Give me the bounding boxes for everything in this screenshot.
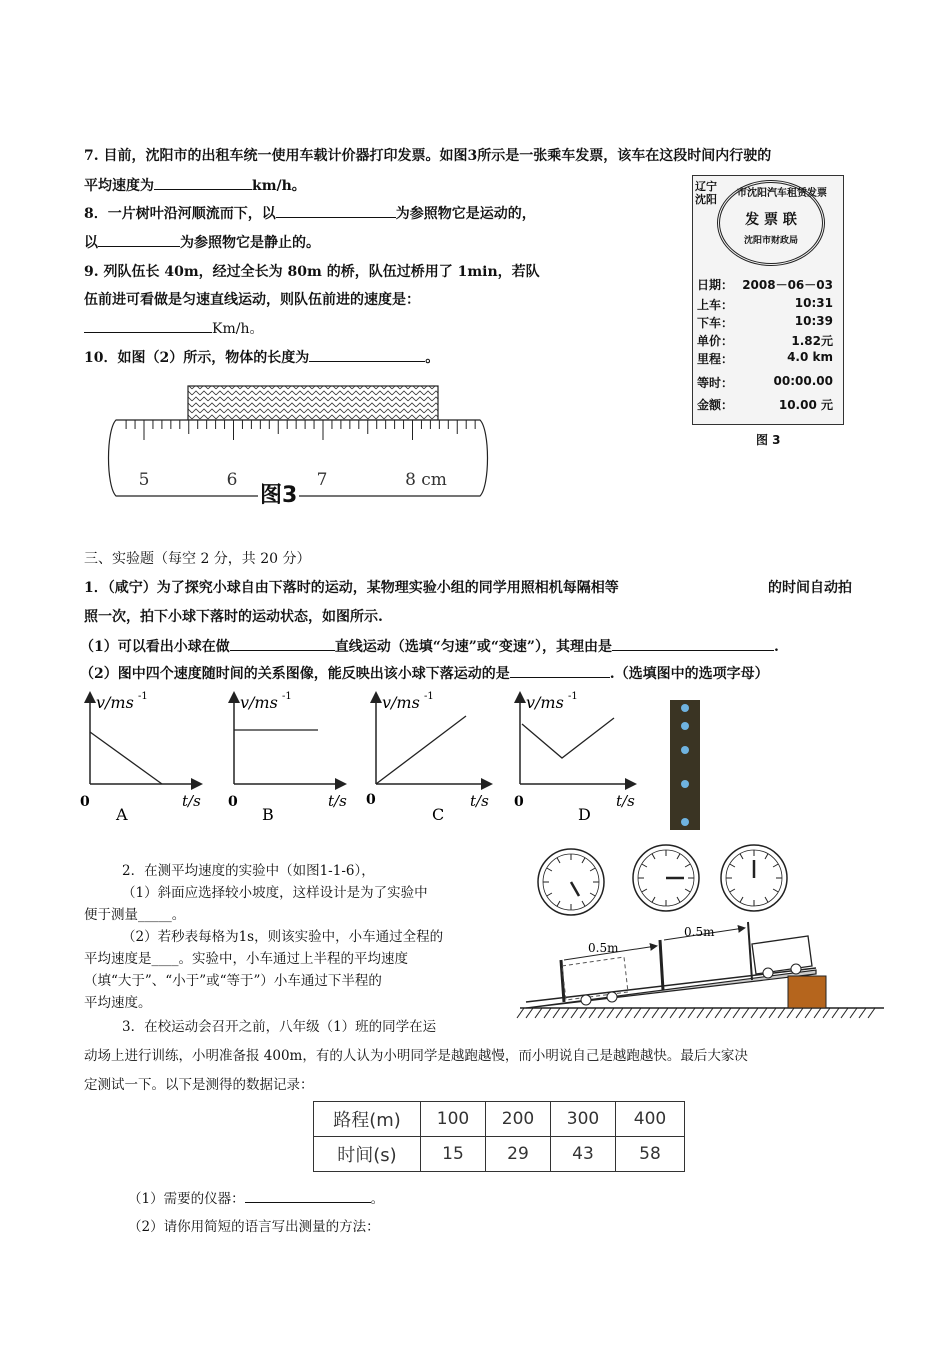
- q7-line2: [84, 175, 306, 196]
- graph-d-sup: -1: [568, 691, 578, 702]
- graph-a: [80, 691, 201, 824]
- end-marker: [748, 922, 752, 980]
- ticket-header-c: 市沈阳汽车租赁发票: [737, 188, 827, 199]
- cart-end: [752, 936, 812, 974]
- exp3-l1: 3．在校运动会召开之前，八年级（1）班的同学在运: [122, 1019, 437, 1035]
- ticket-row: [697, 332, 839, 349]
- ticket-header-b: 沈阳: [695, 193, 717, 206]
- graph-d-letter: D: [578, 805, 591, 824]
- exp1-q1-mid: 直线运动（选填“匀速”或“变速”），其理由是: [334, 639, 612, 655]
- graph-d: [514, 691, 635, 824]
- exp3-l3: 定测试一下。以下是测得的数据记录：: [84, 1077, 314, 1093]
- ruler-label-8: 8 cm: [405, 470, 447, 490]
- ticket-row-value: 10:31: [794, 296, 833, 310]
- ruler-caption: 图3: [258, 478, 299, 509]
- measured-object: [188, 386, 438, 420]
- exp1-q2-blank[interactable]: [510, 663, 610, 678]
- q8-line1: [84, 203, 536, 224]
- middle-marker: [660, 940, 663, 990]
- table-cell: 58: [616, 1137, 685, 1172]
- ticket-row: [697, 350, 839, 367]
- q8-blank-2[interactable]: [98, 232, 180, 247]
- incline-label-right: 0.5m: [684, 925, 715, 939]
- q9-unit: Km/h。: [212, 321, 264, 337]
- q9-line3: [84, 318, 263, 339]
- q8-blank-1[interactable]: [276, 203, 396, 218]
- ticket-row-label: 日期：: [697, 278, 734, 292]
- graph-b-ylabel: v/ms: [240, 693, 278, 712]
- graph-b: [228, 691, 347, 824]
- ruler-label-5: 5: [138, 470, 150, 490]
- vt-graphs: [70, 686, 650, 830]
- ball-position-1: [681, 704, 689, 712]
- q7-blank[interactable]: [154, 175, 252, 190]
- ticket-row-label: 下车：: [697, 316, 734, 330]
- data-table: [313, 1101, 685, 1172]
- graph-b-letter: B: [262, 805, 274, 824]
- ticket-stamp: [717, 180, 825, 266]
- exp2-block: [84, 860, 504, 1014]
- table-cell: 15: [421, 1137, 486, 1172]
- exp2-l3: 便于测量_____。: [84, 907, 186, 923]
- exp3-q1-blank[interactable]: [245, 1189, 371, 1203]
- exp1-q1-blank-2[interactable]: [612, 636, 774, 651]
- graph-c-line: [376, 716, 466, 784]
- graph-a-line: [90, 732, 162, 784]
- ticket-row-value: 10:39: [794, 314, 833, 328]
- ball-position-4: [681, 780, 689, 788]
- q9-line2: 伍前进可看做是匀速直线运动，则队伍前进的速度是：: [84, 292, 420, 308]
- stamp-line1: 发 票 联: [745, 212, 797, 228]
- graph-c-xlabel: t/s: [470, 792, 489, 810]
- ticket-row-value: 00:00.00: [773, 374, 833, 388]
- graph-a-letter: A: [116, 805, 128, 824]
- ticket-row-value: 10.00 元: [778, 398, 833, 412]
- graph-a-ylabel: v/ms: [96, 693, 134, 712]
- ruler-label-7: 7: [316, 470, 328, 490]
- exp1-q1-prefix: （1）可以看出小球在做: [80, 639, 230, 655]
- graph-c-ylabel: v/ms: [382, 693, 420, 712]
- ticket-row: [697, 374, 839, 391]
- graph-c-origin: 0: [366, 792, 376, 808]
- stopwatch-3: [721, 845, 787, 911]
- ground-hatch: [517, 1008, 875, 1018]
- taxi-ticket: [692, 175, 844, 425]
- ball-position-2: [681, 722, 689, 730]
- exp1-q1-suffix: .: [773, 639, 779, 655]
- graph-b-xlabel: t/s: [328, 792, 347, 810]
- stopwatch-2: [633, 845, 699, 911]
- q10-suffix: 。: [425, 350, 440, 366]
- exp3-q2: （2）请你用简短的语言写出测量的方法：: [128, 1219, 380, 1235]
- graph-c-letter: C: [432, 805, 445, 824]
- exp2-l2: （1）斜面应选择较小坡度，这样设计是为了实验中: [122, 885, 428, 901]
- q8-suffix-1: 为参照物它是运动的，: [395, 206, 536, 222]
- q9-blank[interactable]: [84, 318, 212, 333]
- ticket-row-label: 上车：: [697, 298, 734, 312]
- exp1-q2-suffix: .（选填图中的选项字母）: [609, 666, 769, 682]
- q7-prefix: 平均速度为: [84, 178, 154, 194]
- graph-c-sup: -1: [424, 691, 434, 702]
- ticket-row-label: 等时：: [697, 376, 734, 390]
- graph-b-sup: -1: [282, 691, 292, 702]
- exp3-l2: 动场上进行训练，小明准备报 400m，有的人认为小明同学是越跑越慢，而小明说自己是越跑越快。最后大家决: [84, 1048, 748, 1064]
- exp3-q1: [128, 1188, 384, 1210]
- exp3-q1-suffix: 。: [370, 1191, 385, 1207]
- q7-unit: km/h。: [252, 178, 306, 194]
- section3-title: 三、实验题（每空 2 分，共 20 分）: [84, 551, 311, 567]
- ticket-row: [697, 276, 839, 293]
- table-cell: 43: [551, 1137, 616, 1172]
- table-cell: 200: [486, 1102, 551, 1137]
- graph-a-origin: 0: [80, 794, 90, 810]
- row-head-distance: 路程(m): [314, 1102, 421, 1137]
- exp3-q1-prefix: （1）需要的仪器：: [128, 1191, 245, 1207]
- exp2-l6: （填“大于”、“小于”或“等于”）小车通过下半程的: [84, 973, 382, 989]
- graph-b-origin: 0: [228, 794, 238, 810]
- ticket-caption: 图 3: [756, 433, 781, 447]
- exp1-q1-blank-1[interactable]: [230, 636, 335, 651]
- ticket-row-label: 金额：: [697, 398, 734, 412]
- graph-a-sup: -1: [138, 691, 148, 702]
- exp1-q1: [80, 636, 779, 657]
- incline-label-left: 0.5m: [588, 941, 619, 955]
- ticket-row: [697, 296, 839, 313]
- ticket-row: [697, 314, 839, 331]
- q8-prefix: 8．一片树叶沿河顺流而下，以: [84, 206, 276, 222]
- graph-d-xlabel: t/s: [616, 792, 635, 810]
- graph-d-ylabel: v/ms: [526, 693, 564, 712]
- exp1-line1b: 的时间自动拍: [768, 580, 852, 596]
- exp2-l7: 平均速度。: [84, 995, 152, 1011]
- ticket-row-label: 单价：: [697, 334, 734, 348]
- ticket-header-a: 辽宁: [695, 180, 717, 193]
- stamp-line2: 沈阳市财政局: [743, 236, 798, 246]
- table-cell: 300: [551, 1102, 616, 1137]
- ball-position-5: [681, 818, 689, 826]
- exp1-q2: [80, 663, 769, 684]
- table-cell: 400: [616, 1102, 685, 1137]
- graph-a-xlabel: t/s: [182, 792, 201, 810]
- q7-line1: 7. 目前，沈阳市的出租车统一使用车载计价器打印发票。如图3所示是一张乘车发票，该车在这段时间内行驶的: [84, 148, 772, 164]
- falling-ball-photo: [670, 700, 700, 830]
- table-cell: 100: [421, 1102, 486, 1137]
- exp2-l4: （2）若秒表每格为1s，则该实验中，小车通过全程的: [122, 929, 444, 945]
- ticket-row-value: 2008－06－03: [742, 278, 833, 292]
- stopwatch-1: [538, 849, 604, 915]
- table-cell: 29: [486, 1137, 551, 1172]
- q10-blank[interactable]: [309, 347, 425, 362]
- ticket-row: [697, 396, 839, 413]
- exp2-l1: 2．在测平均速度的实验中（如图1-1-6），: [122, 863, 375, 879]
- ticket-row-label: 里程：: [697, 352, 734, 366]
- graph-c: [366, 691, 490, 824]
- incline-figure: [516, 842, 886, 1022]
- q10-line: [84, 347, 439, 368]
- q10-prefix: 10．如图（2）所示，物体的长度为: [84, 350, 310, 366]
- support-block: [788, 976, 826, 1008]
- q8-suffix-2: 为参照物它是静止的。: [180, 235, 320, 251]
- table-row: [314, 1102, 685, 1137]
- q8-prefix-2: 以: [84, 235, 98, 251]
- exp1-line1a: 1．（咸宁）为了探究小球自由下落时的运动，某物理实验小组的同学用照相机每隔相等: [84, 580, 619, 596]
- ticket-row-value: 1.82元: [791, 334, 833, 348]
- graph-d-origin: 0: [514, 794, 524, 810]
- exp1-q2-prefix: （2）图中四个速度随时间的关系图像，能反映出该小球下落运动的是: [80, 666, 510, 682]
- q9-line1: 9. 列队伍长 40m，经过全长为 80m 的桥，队伍过桥用了 1min，若队: [84, 264, 540, 280]
- exp2-l5: 平均速度是____。实验中，小车通过上半程的平均速度: [84, 951, 408, 967]
- ticket-row-value: 4.0 km: [787, 350, 833, 364]
- ruler-label-6: 6: [226, 470, 238, 490]
- exp1-line2: 照一次，拍下小球下落时的运动状态，如图所示.: [84, 609, 383, 625]
- table-row: [314, 1137, 685, 1172]
- ball-position-3: [681, 746, 689, 754]
- q8-line2: [84, 232, 320, 253]
- row-head-time: 时间(s): [314, 1137, 421, 1172]
- graph-d-line: [522, 718, 614, 758]
